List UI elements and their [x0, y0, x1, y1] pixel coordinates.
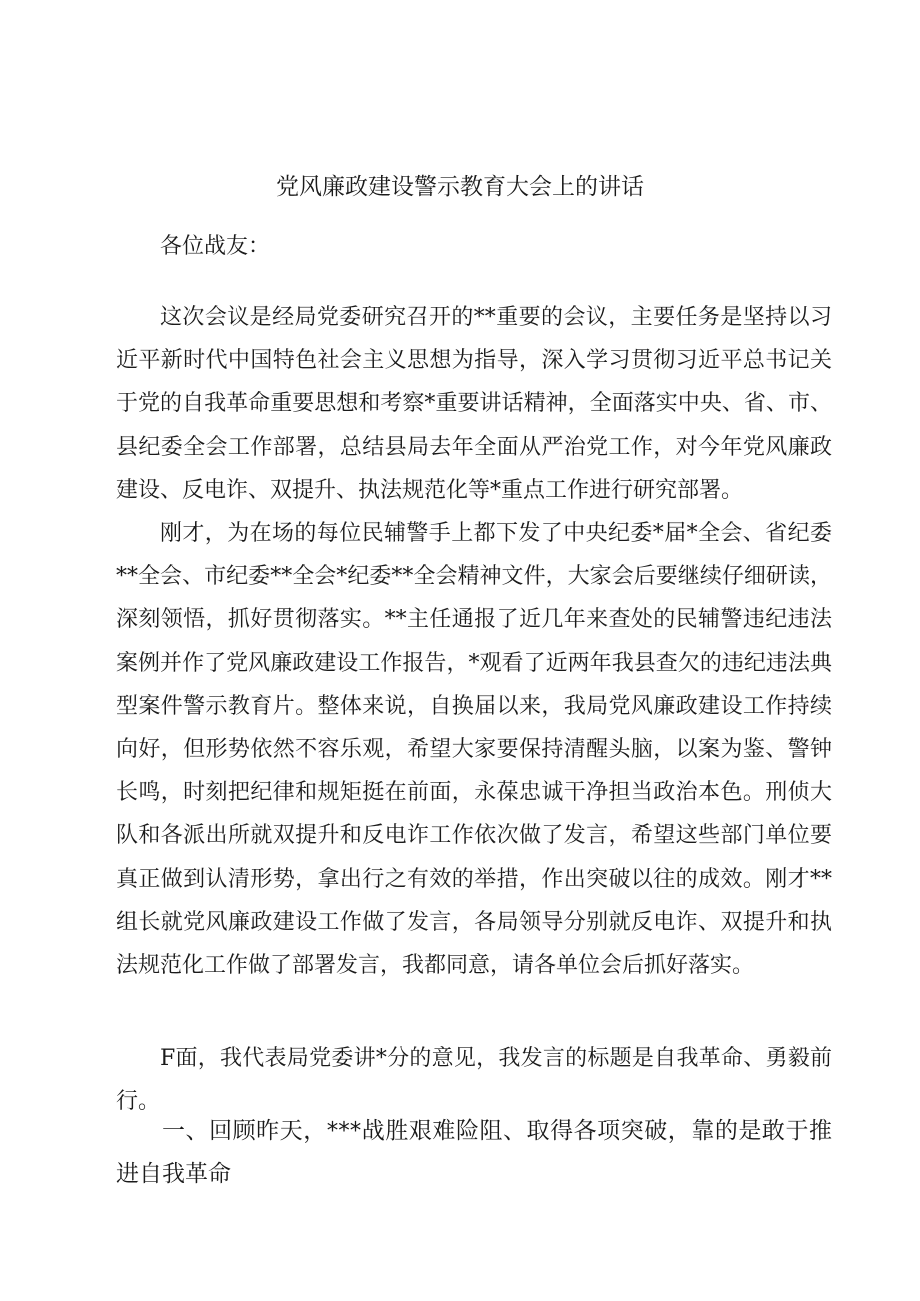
- paragraph-3: F面，我代表局党委讲*分的意见，我发言的标题是自我革命、勇毅前行。: [116, 1046, 832, 1115]
- paragraph-1: 这次会议是经局党委研究召开的**重要的会议，主要任务是坚持以习近平新时代中国特色社会主义思想为指导，深入学习贯彻习近平总书记关于党的自我革命重要思想和考察*重要讲话精神，全面落实中央、省、市、县纪委全会工作部署，总结县局去年全面从严治党工作，对今年党风廉政建设、反电诈、双提升、执法规范化等*重点工作进行研究部署。: [116, 305, 832, 503]
- salutation: 各位战友：: [160, 234, 271, 259]
- section-heading-1: 一、回顾昨天，***战胜艰难险阻、取得各项突破，靠的是敢于推进自我革命: [116, 1118, 832, 1187]
- paragraph-2: 刚才，为在场的每位民辅警手上都下发了中央纪委*届*全会、省纪委**全会、市纪委**全会*纪委**全会精神文件，大家会后要继续仔细研读，深刻领悟，抓好贯彻落实。**主任通报了近几年来查处的民辅警违纪违法案例并作了党风廉政建设工作报告，*观看了近两年我县查欠的违纪违法典型案件警示教育片。整体来说，自换届以来，我局党风廉政建设工作持续向好，但形势依然不容乐观，希望大家要保持清醒头脑，以案为鉴、警钟长鸣，时刻把纪律和规矩挺在前面，永葆忠诚干净担当政治本色。刑侦大队和各派出所就双提升和反电诈工作依次做了发言，希望这些部门单位要真正做到认清形势，拿出行之有效的举措，作出突破以往的成效。刚才**组长就党风廉政建设工作做了发言，各局领导分别就反电诈、双提升和执法规范化工作做了部署发言，我都同意，请各单位会后抓好落实。: [116, 521, 832, 979]
- document-title: 党风廉政建设警示教育大会上的讲话: [276, 174, 644, 200]
